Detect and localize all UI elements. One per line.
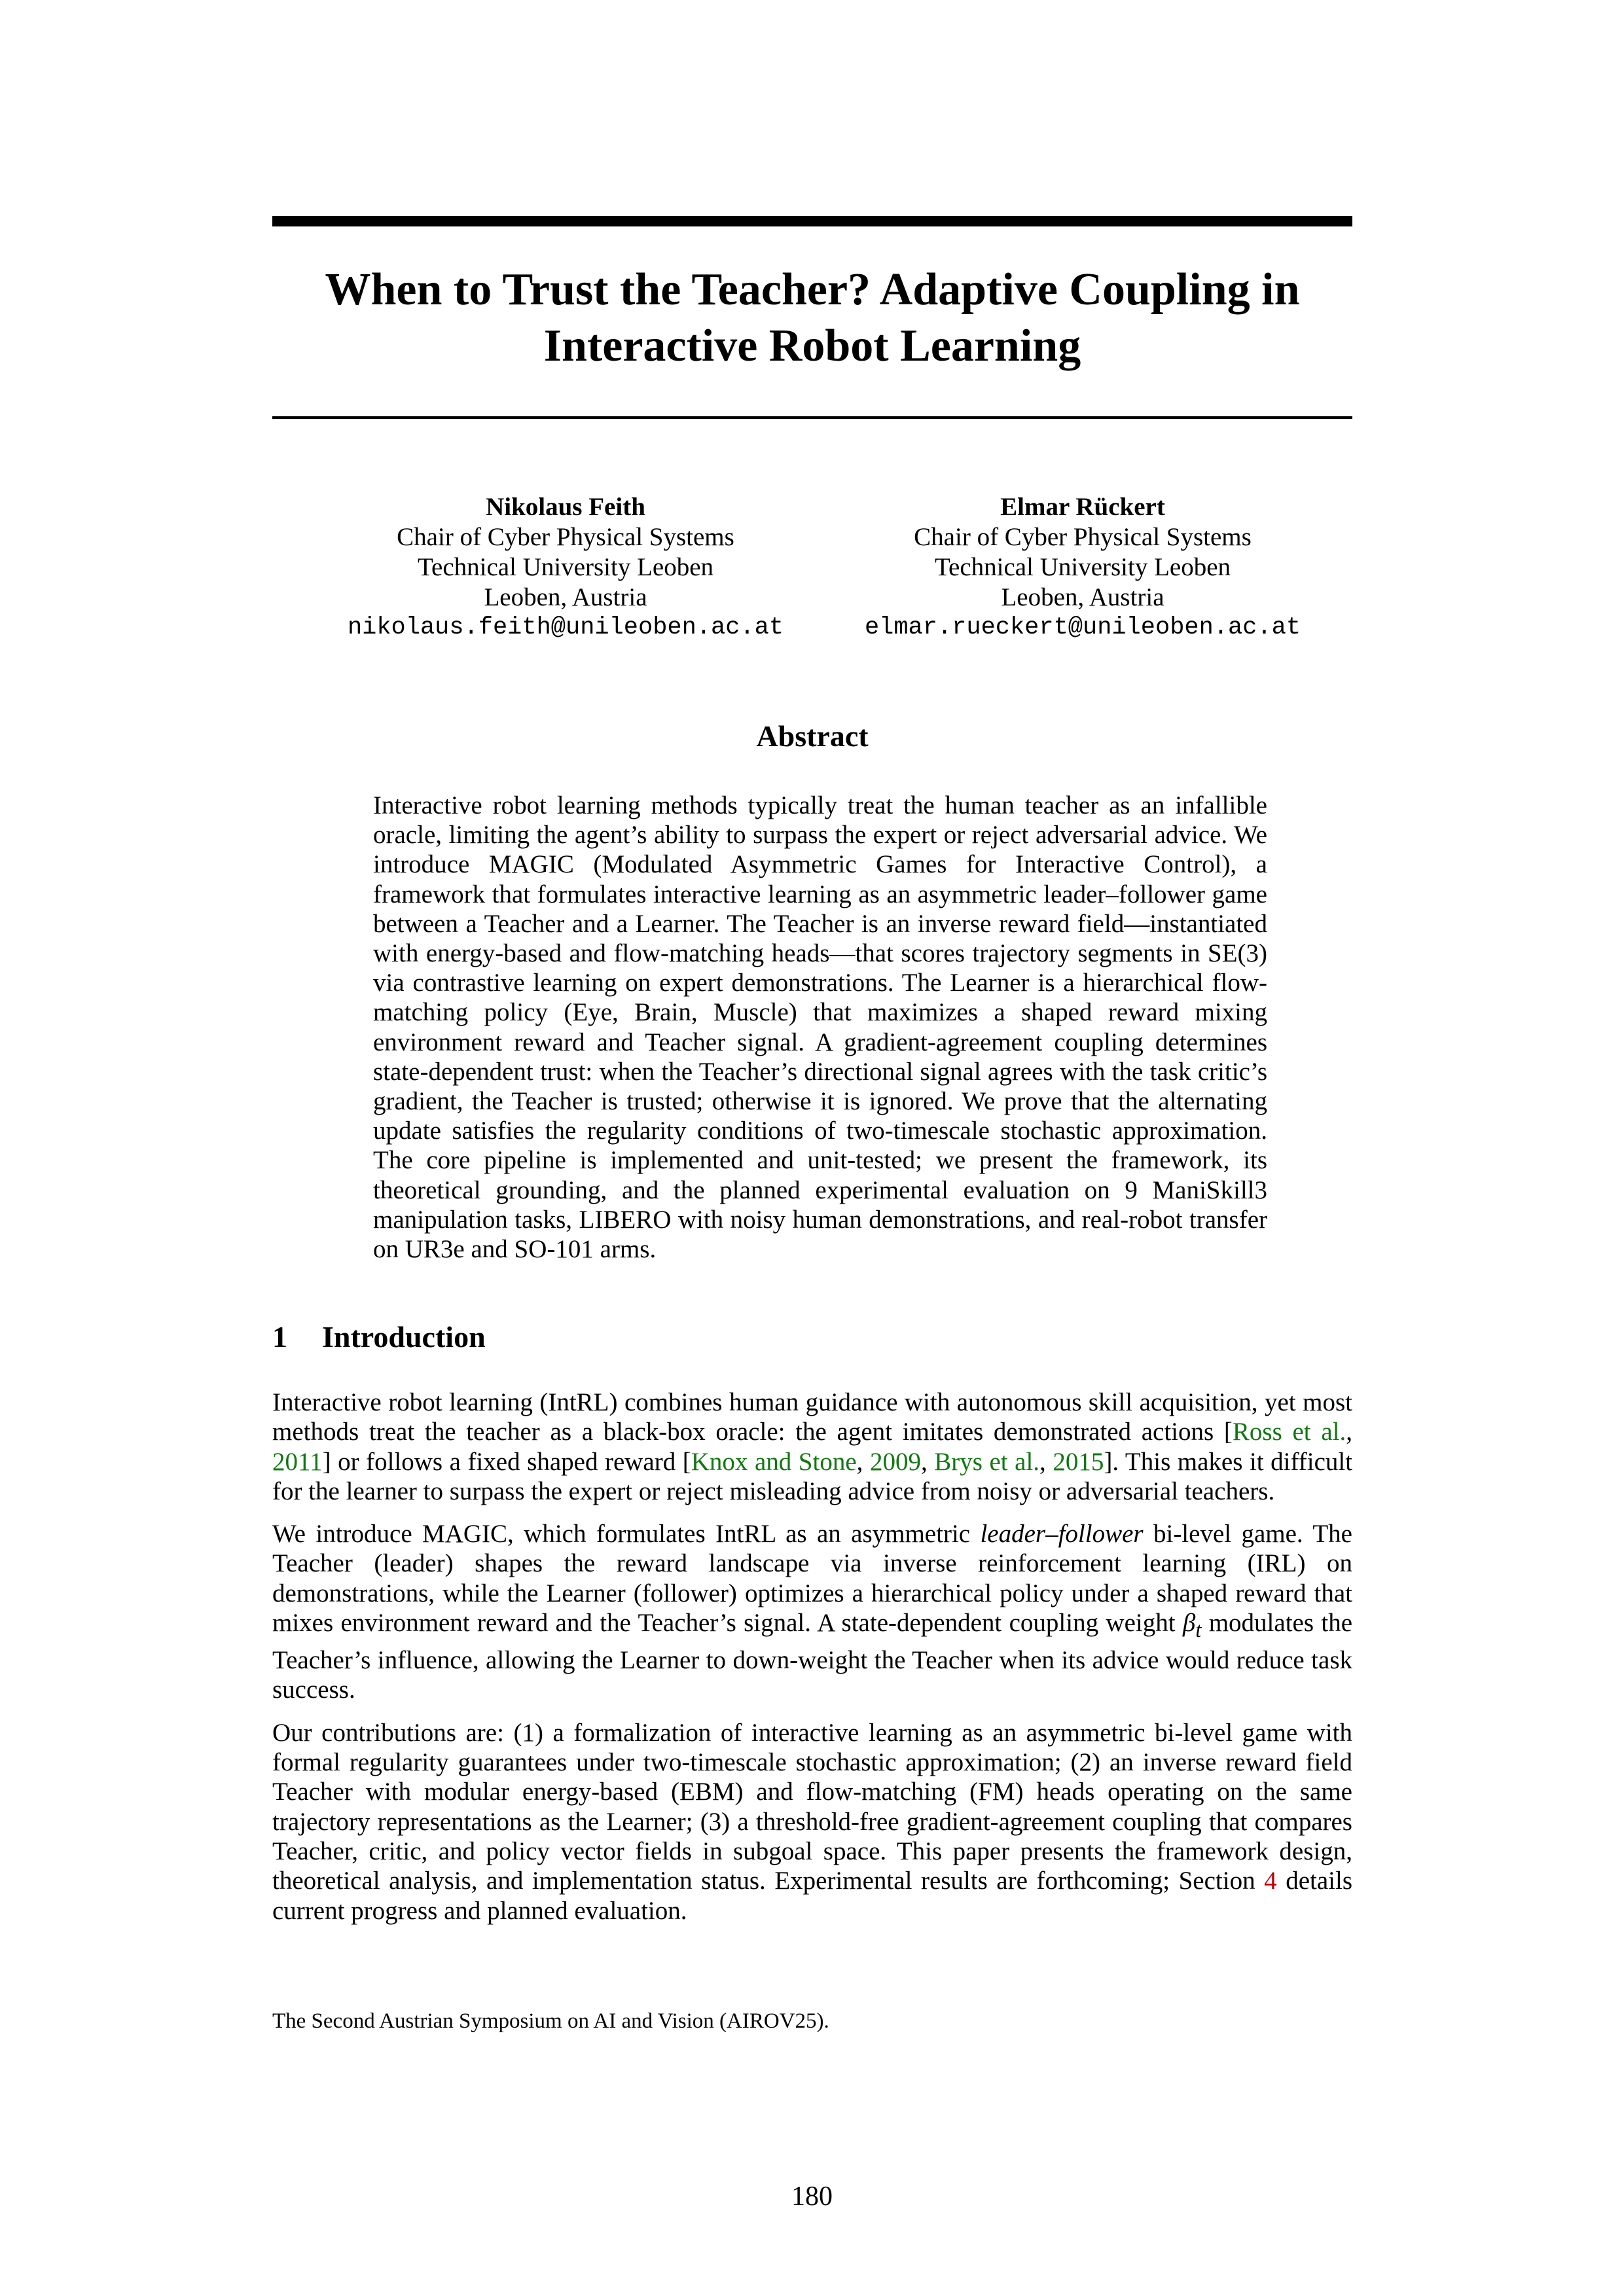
citation-link-knox[interactable]: Knox and Stone xyxy=(691,1447,857,1476)
text-run: , xyxy=(1346,1418,1352,1446)
text-run: modulates the Teacher’s influence, allowing the Learner to down-weight the Teacher when its advice would reduce task success. xyxy=(272,1609,1352,1704)
section-number: 1 xyxy=(272,1320,287,1354)
author-email[interactable]: elmar.rueckert@unileoben.ac.at xyxy=(864,614,1301,641)
venue-footnote: The Second Austrian Symposium on AI and Vision (AIROV25). xyxy=(272,2009,829,2033)
citation-link-brys[interactable]: Brys et al. xyxy=(934,1447,1040,1476)
text-run: Interactive robot learning (IntRL) combines human guidance with autonomous skill acquisition, yet most methods treat the teacher as a black-box oracle: the agent imitates demonstrated actions [ xyxy=(272,1388,1352,1446)
citation-link-knox-year[interactable]: 2009 xyxy=(869,1447,921,1476)
title-bottom-rule xyxy=(272,416,1352,419)
text-run: details current progress and planned evaluation. xyxy=(272,1867,1352,1925)
math-beta xyxy=(1182,1609,1202,1642)
introduction-body xyxy=(272,1388,1352,1939)
math-subscript: t xyxy=(1195,1618,1202,1642)
author-email[interactable]: nikolaus.feith@unileoben.ac.at xyxy=(347,614,784,641)
author-name: Elmar Rückert xyxy=(1000,493,1165,521)
intro-paragraph-2 xyxy=(272,1519,1352,1705)
section-ref-link[interactable]: 4 xyxy=(1264,1867,1277,1895)
math-symbol: β xyxy=(1182,1609,1196,1638)
title-top-rule xyxy=(272,216,1352,226)
text-run: ] or follows a fixed shaped reward [ xyxy=(322,1447,691,1476)
author-affiliation: Chair of Cyber Physical Systems xyxy=(914,523,1252,551)
section-heading-introduction xyxy=(272,1319,486,1354)
text-run: , xyxy=(920,1447,935,1476)
author-location: Leoben, Austria xyxy=(1001,583,1164,611)
author-location: Leoben, Austria xyxy=(484,583,647,611)
emphasis-text: leader–follower xyxy=(980,1520,1144,1549)
author-name: Nikolaus Feith xyxy=(486,493,645,521)
author-institution: Technical University Leoben xyxy=(417,553,714,581)
author-1 xyxy=(317,492,814,643)
text-run: We introduce MAGIC, which formulates IntRL as an asymmetric xyxy=(272,1520,981,1549)
citation-link-brys-year[interactable]: 2015 xyxy=(1053,1447,1104,1476)
text-run: , xyxy=(1039,1447,1053,1476)
author-2 xyxy=(834,492,1331,643)
citation-link-ross-year[interactable]: 2011 xyxy=(272,1447,323,1476)
abstract-heading: Abstract xyxy=(756,719,869,753)
author-affiliation: Chair of Cyber Physical Systems xyxy=(397,523,734,551)
text-run: bi-level game. The Teacher (leader) shapes the reward landscape via inverse reinforcement learning (IRL) on demonstrations, while the Learner (follower) optimizes a hierarchical policy under a shaped reward that mixes environment reward and the Teacher’s signal. A state-dependent coupling weight xyxy=(272,1520,1352,1638)
section-title: Introduction xyxy=(322,1320,486,1354)
author-institution: Technical University Leoben xyxy=(934,553,1231,581)
paper-title: When to Trust the Teacher? Adaptive Coupling in Interactive Robot Learning xyxy=(325,264,1300,371)
page-number: 180 xyxy=(791,2181,833,2212)
text-run: Our contributions are: (1) a formalization of interactive learning as an asymmetric bi-level game with formal regularity guarantees under two-timescale stochastic approximation; (2) an inverse reward field Teacher with modular energy-based (EBM) and flow-matching (FM) heads operating on the same trajectory representations as the Learner; (3) a threshold-free gradient-agreement coupling that compares Teacher, critic, and policy vector fields in subgoal space. This paper presents the framework design, theoretical analysis, and implementation status. Experimental results are forthcoming; Section xyxy=(272,1718,1352,1895)
intro-paragraph-3 xyxy=(272,1718,1352,1926)
author-block xyxy=(272,492,1352,649)
abstract-text: Interactive robot learning methods typically treat the human teacher as an infallible oracle, limiting the agent’s ability to surpass the expert or reject adversarial advice. We introduce MAGIC (Modulated Asymmetric Games for Interactive Control), a framework that formulates interactive learning as an asymmetric leader–follower game between a Teacher and a Learner. The Teacher is an inverse reward field—instantiated with energy-based and flow-matching heads—that scores trajectory segments in SE(3) via contrastive learning on expert demonstrations. The Learner is a hierarchical flow-matching policy (Eye, Brain, Muscle) that maximizes a shaped reward mixing environment reward and Teacher signal. A gradient-agreement coupling determines state-dependent trust: when the Teacher’s directional signal agrees with the task critic’s gradient, the Teacher is trusted; otherwise it is ignored. We prove that the alternating update satisfies the regularity conditions of two-timescale stochastic approximation. The core pipeline is implemented and unit-tested; we present the framework, its theoretical grounding, and the planned experimental evaluation on 9 ManiSkill3 manipulation tasks, LIBERO with noisy human demonstrations, and real-robot transfer on UR3e and SO-101 arms. xyxy=(373,791,1267,1264)
citation-link-ross[interactable]: Ross et al. xyxy=(1232,1418,1346,1446)
intro-paragraph-1 xyxy=(272,1388,1352,1506)
text-run: ]. This makes it difficult for the learner to surpass the expert or reject misleading advice from noisy or adversarial teachers. xyxy=(272,1447,1353,1505)
text-run: , xyxy=(856,1447,870,1476)
